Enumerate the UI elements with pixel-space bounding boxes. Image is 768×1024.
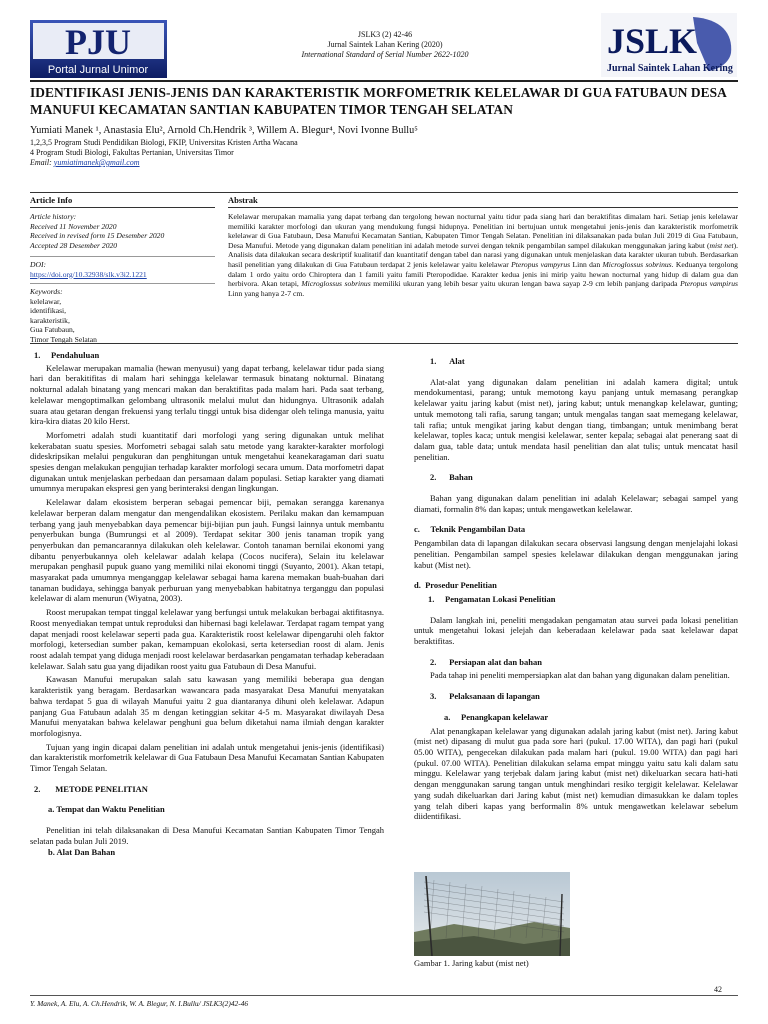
left-column	[30, 350, 384, 860]
page-header	[0, 0, 768, 84]
doi-link[interactable]: https://doi.org/10.32938/slk.v3i2.1221	[30, 269, 147, 279]
paragraph: Tujuan yang ingin dicapai dalam penelitian ini adalah untuk mengetahui jenis-jenis (identifikasi) dan karakteristik morfometrik kelelawar di Gua Fatubaun Desa Manufui Kecamatan Santian Kabupaten Timor Tengah Selatan.	[30, 741, 384, 774]
paragraph: Pada tahap ini peneliti mempersiapkan alat dan bahan yang digunakan dalam penelitian.	[430, 670, 730, 681]
keywords-label: Keywords:	[30, 287, 63, 296]
paragraph: Dalam langkah ini, peneliti mengadakan pengamatan atau survei pada lokasi penelitian untuk mengetahui lokasi jelejah dan keberadaan kelelawar pada saat kelelawar dapat beraktifitas.	[414, 614, 738, 647]
email-label: Email:	[30, 158, 52, 167]
paragraph: Morfometri adalah studi kuantitatif dari morfologi yang sering digunakan untuk melihat kekerabatan suatu spesies. Morfometri sebagai salah satu metode yang karakter-karakter morfologi dideskripsikan melalui pengukuran dan penghitungan untuk mengetahui keanekaragaman dari suatu spesies dengan melakukan pengujian terhadap karakter morfologi secara umum. Data morfometri dapat digunakan untuk menjelaskan perbedaan dan persamaan dalam populasi. Setiap karakter yang diamati umumnya merupakan ekspresi gen yang berinteraksi dengan lingkungan.	[30, 429, 384, 494]
jslk-logo	[601, 13, 737, 77]
authors: Yumiati Manek ¹, Anastasia Elu², Arnold Ch.Hendrik ³, Willem A. Blegur⁴, Novi Ivonne Bullu⁵	[30, 125, 418, 136]
paragraph: Penelitian ini telah dilaksanakan di Desa Manufui Kecamatan Santian Kabupaten Timor Tengah selatan pada bulan Juli 2019.	[30, 825, 384, 846]
jslk-logo-text: JSLK	[607, 21, 698, 61]
keywords-rule	[30, 283, 215, 284]
journal-ref: JSLK3 (2) 42-46	[357, 30, 413, 39]
affiliation-1: 1,2,3,5 Program Studi Pendidikan Biologi, FKIP, Universitas Kristen Artha Wacana	[30, 138, 298, 147]
history-label: Article history:	[30, 212, 77, 221]
article-title: IDENTIFIKASI JENIS-JENIS DAN KARAKTERISTIK MORFOMETRIK KELELAWAR DI GUA FATUBAUN DESA MANUFUI KECAMATAN SANTIAN KABUPATEN TIMOR TENGAH SELATAN	[30, 85, 727, 117]
subsection-heading: 1. Pengamatan Lokasi Penelitian	[428, 593, 556, 604]
paragraph: Kelelawar merupakan mamalia (hewan menyusui) yang dapat terbang, kelelawar tidur pada siang hari dan berakitifitas di malam hari sehingga kelelawar termasuk binatang nokturnal. Binatang nokturnal adalah binatang yang mencari makan dan beraktifitas pada malam hari. Pada saat terbang, kelelawar mengoptimalkan gelombang ultrasonik melalui mulut dan hidungnya. Ultrasonik adalah suara atau getaran dengan frekuensi yang terlalu tinggi untuk bisa didengar oleh telinga manusia, yaitu kira-kira diatas 20 kilo Herst.	[30, 362, 384, 427]
subsection-heading: c. Teknik Pengambilan Data	[414, 524, 526, 535]
section-heading: 1. Pendahuluan	[34, 350, 100, 360]
article-info-heading: Article Info	[30, 195, 73, 205]
doi-label: DOI:	[30, 260, 47, 269]
section-heading: 2. METODE PENELITIAN	[34, 783, 148, 794]
accepted-date: Accepted 28 Desember 2020	[30, 240, 118, 250]
abstract-heading: Abstrak	[228, 195, 258, 205]
received-date: Received 11 November 2020	[30, 221, 117, 231]
journal-info	[180, 30, 590, 60]
info-top-rule	[30, 192, 738, 193]
paragraph: Pengambilan data di lapangan dilakukan secara observasi langsung dengan menjelajahi lokasi penelitian. Pengambilan sampel spesies kelelawar dilakukan dengan menggunakan jaring kabut (Mist net).	[414, 538, 738, 570]
paragraph: Kelelawar dalam ekosistem berperan sebagai pemencar biji, pemakan serangga karenanya kelelawar berperan dalam mengatur dan mengendalikan ekosistem. Perilaku makan dan kemampuan terbang yang jauh menyebabkan daya pemencar biji-bijian pun jauh. Fungsi lainnya untuk membantu penyerbukan bunga (Bumrungsi et al 2009). Terdapat sekitar 300 jenis tanaman tropik yang penyerbukan dan pemancarannya dilakukan oleh kelelawar. Contoh tanaman bernilai ekonomi yang dibantu penyerbukannya oleh kelelawar adalah kelapa (Cocos nucifera), Selain itu kelelawar merupakan penghasil pupuk guano yang memiliki nilai ekonomi tinggi (Suyanto, 2001). Akan tetapi, masyarakat pada umumnya menganggap kelelawar sebagai hama karena memakan buah-buahan dari tanaman budidaya, sehingga banyak perburuan yang menyebabkan habitatnya terganggu dan populasi kelelawar di alam menurun (Wiyatna, 2003).	[30, 497, 384, 604]
right-column	[414, 356, 738, 825]
subsection-heading: d. Prosedur Penelitian	[414, 580, 497, 591]
pju-logo-text: PJU	[65, 22, 131, 62]
email-line	[30, 158, 738, 168]
affiliation-2: 4 Program Studi Biologi, Fakultas Pertanian, Universitas Timor	[30, 148, 234, 157]
keyword: kelelawar,	[30, 296, 62, 306]
paragraph: Bahan yang digunakan dalam penelitian ini adalah Kelelawar; sebagai sampel yang diamati, formalin 8% dan kapas; untuk mengawetkan kelelawar.	[414, 493, 738, 514]
footer-citation: Y. Manek, A. Elu, A. Ch.Hendrik, W. A. Blegur, N. I.Bullu/ JSLK3(2)42-46	[30, 999, 249, 1008]
keyword: identifikasi,	[30, 306, 67, 315]
subsection-heading: 2. Bahan	[430, 472, 473, 483]
header-rule	[30, 80, 738, 82]
paragraph: Alat penangkapan kelelawar yang digunakan adalah jaring kabut (mist net). Jaring kabut (mist net) dipasang di mulut gua pada sore hari (pukul. 17.00 WITA), dan pagi hari (pukul 05.00 WITA), pengecekan dilakukan pada malam hari (pukul. 19.00 WITA) dan pagi hari (pukul. 07.00 WITA). Penelitian dilakukan selama empat minggu yaitu satu kali dalam satu minggu. Kelelawar yang terjebak dalam jaring kabut (mist net) dikeluarkan secara hati-hati dengan menggunakan sarung tangan untuk menghindari resiko tergigit kelelawar. Kelelawar yang sudah dikeluarkan dari Jaring kabut (mist net) kemudian dimasukkan ke dalam toples yang telah diberi kapas yang berformalin 8% untuk mengawetkan kelelawar sebelum diidentifikasi.	[414, 725, 738, 822]
mist-net-photo	[414, 872, 570, 956]
paragraph: Roost merupakan tempat tinggal kelelawar yang berfungsi untuk melakukan berbagai aktifitasnya. Roost menyediakan tempat untuk reproduksi dan hibernasi bagi kelelawar. Terdapat ragam tempat yang dapat menjadi roost kelelawar seperti pada gua. Karakteristik roost kelelawar dipengaruhi oleh faktor morfologi, ketersedian sumber pakan, kemampuan ekolokasi, serta ketersedian roost di alam. Jenis roost adalah tempat yang diduga menjadi roost kelelawar berdasarkan pengamatan terhadap keberadaan kelelawar. Salah satu gua yang dijadikan roost yaitu gua Fatubaun di Desa Manufui.	[30, 607, 384, 671]
doi-rule	[30, 256, 215, 257]
page-number: 42	[714, 985, 722, 994]
keyword: karakteristik,	[30, 315, 70, 325]
subsection-heading: 2. Persiapan alat dan bahan	[430, 656, 542, 667]
subsection-heading: 3. Pelaksanaan di lapangan	[430, 691, 540, 702]
abstract-sub-rule	[228, 207, 738, 208]
subsection-heading: a. Penangkapan kelelawar	[444, 711, 549, 722]
article-history	[30, 212, 215, 250]
figure-caption: Gambar 1. Jaring kabut (mist net)	[414, 958, 529, 968]
jslk-logo-sub: Jurnal Saintek Lahan Kering	[607, 63, 733, 74]
subsection-heading: a. Tempat dan Waktu Penelitian	[48, 804, 165, 815]
footer-rule	[30, 995, 738, 996]
subsection-heading: 1. Alat	[430, 356, 465, 366]
revised-date: Received in revised form 15 Desember 2020	[30, 231, 165, 240]
keyword: Gua Fatubaun,	[30, 325, 75, 334]
affiliations	[30, 138, 738, 168]
doi-block	[30, 260, 215, 279]
keyword: Timor Tengah Selatan	[30, 334, 97, 344]
paragraph: Alat-alat yang digunakan dalam penelitian ini adalah kamera digital; untuk mendokumentasi, parang; untuk memotong kayu panjang untuk memasang perangkap kelelawar yaitu jaring kabut (mist net), jaring kabut; untuk menangkap kelelawar, gunting; untuk memotong tali rafia, sarung tangan; untuk mengalas tangan saat memegang kelelawar, tali rafia; untuk mengikat jaring kabut dengan tiang, timbangan; untuk menimbang berat kelelawar, toples kaca; untuk mengisi kelelawar, senter kepala; sebagai alat penerang saat di dalam gua, table data; untuk mendata hasil penelitian dan alat tulis; untuk mencatat hasil penelitian.	[414, 376, 738, 462]
journal-name: Jurnal Saintek Lahan Kering (2020)	[327, 40, 443, 49]
pju-logo	[30, 20, 167, 78]
info-bottom-rule	[30, 343, 738, 344]
email-link[interactable]: yumiatimanek@gmail.com	[53, 158, 140, 167]
paragraph: Kawasan Manufui merupakan salah satu kawasan yang memiliki beberapa gua dengan karakteristik yang beragam. Berdasarkan wawancara pada masyarakat Desa Manufui menyatakan bahwa terdapat 5 gua di wilayah Manufui yaitu 2 gua diantaranya dihuni oleh kelelawar. Adapun panjang Gua Fatubaun adalah 35 m dengan ketinggian sekitar 4-5 m. Masyarakat diwilayah Desa Manufui menyatakan bahwa kelelawar penghuni gua belum diketahui nama ilmiah dengan karakter morfologisnya.	[30, 674, 384, 738]
keywords-block	[30, 287, 215, 344]
abstract-text: Kelelawar merupakan mamalia yang dapat terbang dan tergolong hewan nocturnal yaitu tidur pada siang hari dan beraktifitas dimalam hari. Setiap jenis kelelawar memiliki karakter morfologi dan ukuran yang mendukung fungsi hidupnya. Penelitian ini bertujuan untuk mengetahui jenis-jenis dan karakteristik morfometrik kelelawar di Gua Fatubaun, Desa Manufui Kecamatan Santian, Kabupaten Timor Tengah Selatan. Penelitian ini dilaksanakan pada bulan Juli 2019 di Gua Fatubaun, Desa Manufui. Metode yang digunakan dalam penelitian ini adalah metode survei dengan teknik pengambilan sampel dilakukan menggunakan jaring kabut (mist net). Analisis data dilakukan secara deskriptif kualitatif dan kuantitatif dengan tabel dan narasi yang digunakan untuk menjelaskan data karakter ukuran tubuh. Berdasarkan hasil penelitian yang dilakukan di Gua Fatubaun terdapat 2 jenis kelelawar yaitu kelelawar Pteropus vampyrus Linn dan Microglossus sobrinus. Keduanya tergolong dalam 1 ordo yaitu ordo Chiroptera dan 1 famili yaitu famili Pteropodidae. Karakter kedua jenis ini mirip yaitu hewan nocturnal yang hidup di dalam gua dan herbivora. Akan tetapi, Microglossus sobrinus memiliki ukuran yang lebih besar yaitu ukuran lengan bawa sayap 2-9 cm lebih panjang daripada Pteropus vampirus Linn yang hanya 2-7 cm.	[228, 212, 739, 298]
info-sub-rule	[30, 207, 215, 208]
journal-issn: International Standard of Serial Number 2622-1020	[301, 50, 469, 59]
subsection-heading: b. Alat Dan Bahan	[48, 846, 116, 857]
pju-logo-sub: Portal Jurnal Unimor	[47, 64, 149, 76]
